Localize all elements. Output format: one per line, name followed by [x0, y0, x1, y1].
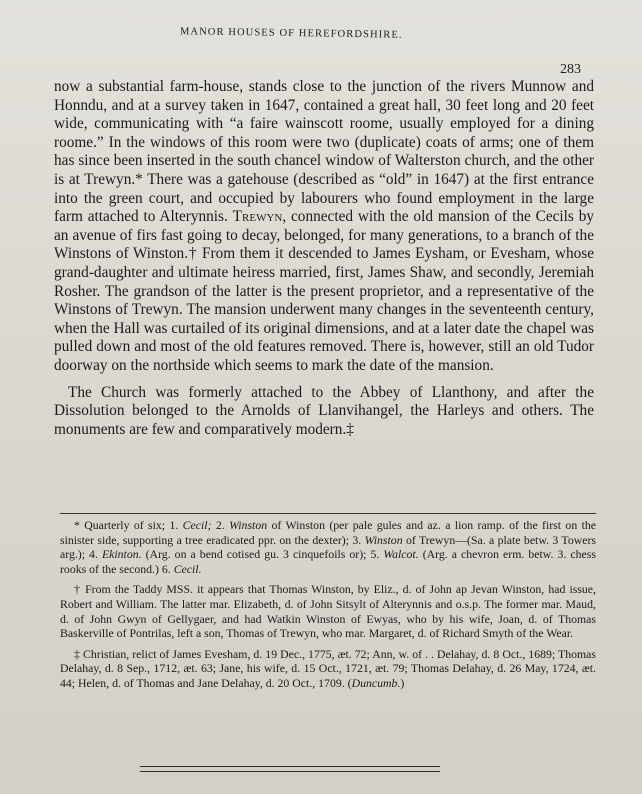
footnote-2: † From the Taddy MSS. it appears that Thomas Winston, by Eliz., d. of John ap Jevan Winston, had issue, Robert and William. The latter mar. Elizabeth, d. of John Sitsylt of Alterynnis and o.s.p. The former mar. Maud, d. of John Gwyn of Gellygaer, and had Watkin Winston of Ewyas, who by his wife, Joan, d. of Thomas Baskerville of Pontrilas, left a son, Thomas of Trewyn, who mar. Margaret, d. of Richard Smyth of the Wear. [60, 582, 596, 641]
closing-double-rule [140, 766, 440, 772]
footnote-1: * Quarterly of six; 1. Cecil; 2. Winston of Winston (per pale gules and az. a lion ramp. of the first on the sinister side, supporting a tree eradicated ppr. on the dexter); 3. Winston of Trewyn—(Sa. a plate betw. 3 Towers arg.); 4. Ekinton. (Arg. on a bend cotised gu. 3 cinquefoils or); 5. Walcot. (Arg. a chevron erm. betw. 3. chess rooks of the second.) 6. Cecil. [60, 518, 596, 576]
paragraph-2: The Church was formerly attached to the Abbey of Llanthony, and after the Dissolution belonged to the Arnolds of Llanvihangel, the Harleys and others. The monuments are few and comparatively modern.‡ [54, 383, 594, 438]
main-text [54, 78, 594, 439]
paragraph-1-part-2: , connected with the old mansion of the Cecils by an avenue of firs fast going to decay, belonged, for many generations, to a branch of the Winstons of Winston.† From them it descended to James Eysham, or Evesham, whose grand-daughter and ultimate heiress married, first, James Shaw, and secondly, Jeremiah Rosher. The grandson of the latter is the present proprietor, and a representative of the Winstons of Trewyn. The mansion underwent many changes in the seventeenth century, when the Hall was curtailed of its original dimensions, and at a later date the chapel was pulled down and most of the old features removed. There is, however, still an old Tudor doorway on the northside which seems to mark the date of the mansion. [54, 208, 594, 374]
footnote-3: ‡ Christian, relict of James Evesham, d. 19 Dec., 1775, æt. 72; Ann, w. of . . Delahay, d. 8 Oct., 1689; Thomas Delahay, d. 8 Sep., 1712, æt. 63; Jane, his wife, d. 15 Oct., 1721, æt. 79; Thomas Delahay, d. 26 May, 1724, æt. 44; Helen, d. of Thomas and Jane Delahay, d. 20 Oct., 1709. (Duncumb.) [60, 646, 596, 690]
trewyn-heading: Trewyn [232, 208, 283, 226]
running-header: MANOR HOUSES OF HEREFORDSHIRE. [179, 26, 403, 41]
paragraph-1-part-1: now a substantial farm-house, stands close to the junction of the rivers Munnow and Honndu, and at a survey taken in 1647, contained a great hall, 30 feet long and 20 feet wide, communicating with “a faire wainscott roome, usually employed for a dining roome.” In the windows of this room were two (duplicate) coats of arms; one of them has since been inserted in the south chancel window of Walterston church, and the other is at Trewyn.* There was a gatehouse (described as “old” in 1647) at the first entrance into the green court, and occupied by labourers who found employment in the large farm attached to Alterynnis. [54, 78, 594, 226]
page-number: 283 [560, 62, 581, 77]
paragraph-1 [54, 78, 594, 376]
footnotes [60, 513, 596, 697]
